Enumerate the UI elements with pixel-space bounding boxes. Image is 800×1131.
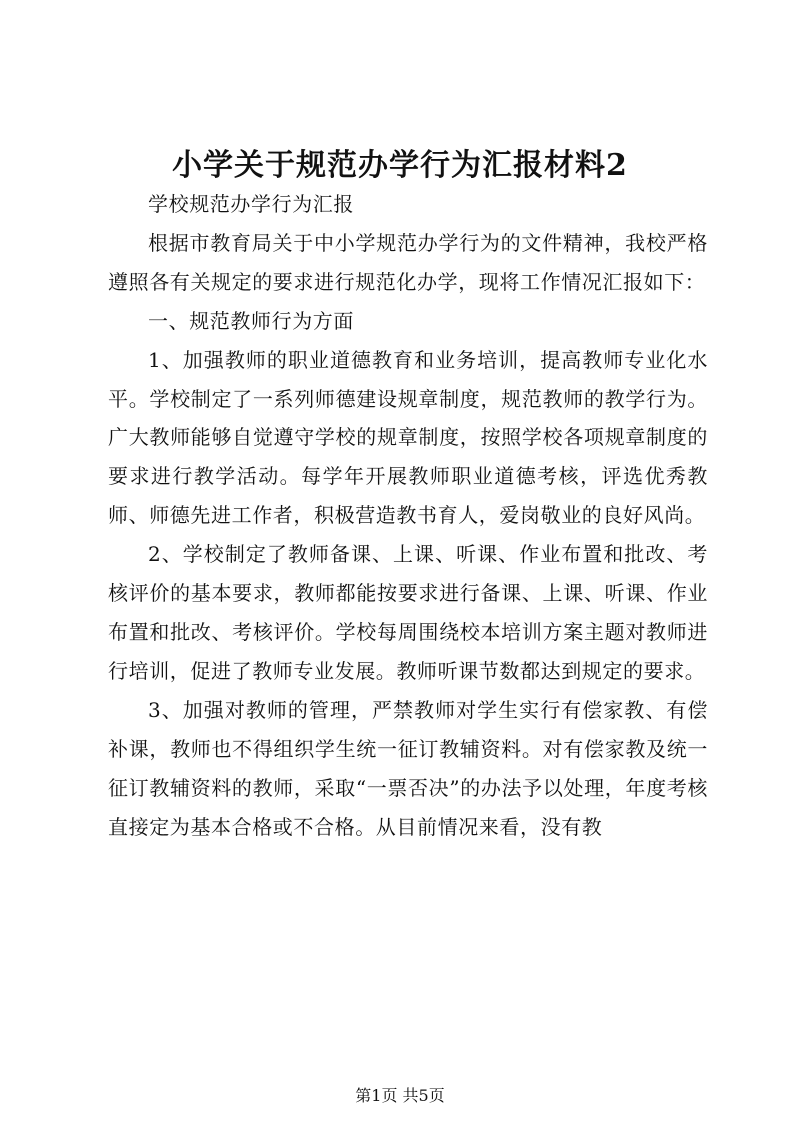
- paragraph-item-2: 2、学校制定了教师备课、上课、听课、作业布置和批改、考核评价的基本要求，教师都能按要求进行备课、上课、听课、作业布置和批改、考核评价。学校每周围绕校本培训方案主题对教师进行培训，促进了教师专业发展。教师听课节数都达到规定的要求。: [108, 542, 708, 683]
- section-heading: 一、规范教师行为方面: [148, 308, 354, 333]
- document-body: [108, 185, 708, 846]
- document-title: 小学关于规范办学行为汇报材料2: [172, 148, 628, 183]
- report-subtitle: 学校规范办学行为汇报: [148, 192, 354, 216]
- paragraph-item-3: 3、加强对教师的管理，严禁教师对学生实行有偿家教、有偿补课，教师也不得组织学生统一征订教辅资料。对有偿家教及统一征订教辅资料的教师，采取“一票否决”的办法予以处理，年度考核直接定为基本合格或不合格。从目前情况来看，没有教: [108, 697, 708, 839]
- intro-paragraph: 根据市教育局关于中小学规范办学行为的文件精神，我校严格遵照各有关规定的要求进行规范化办学，现将工作情况汇报如下：: [108, 230, 708, 294]
- page-number-footer: 第1页 共5页: [355, 1086, 445, 1105]
- paragraph-item-1: 1、加强教师的职业道德教育和业务培训，提高教师专业化水平。学校制定了一系列师德建设规章制度，规范教师的教学行为。广大教师能够自觉遵守学校的规章制度，按照学校各项规章制度的要求进行教学活动。每学年开展教师职业道德考核，评选优秀教师、师德先进工作者，积极营造教书育人，爱岗敬业的良好风尚。: [108, 347, 708, 528]
